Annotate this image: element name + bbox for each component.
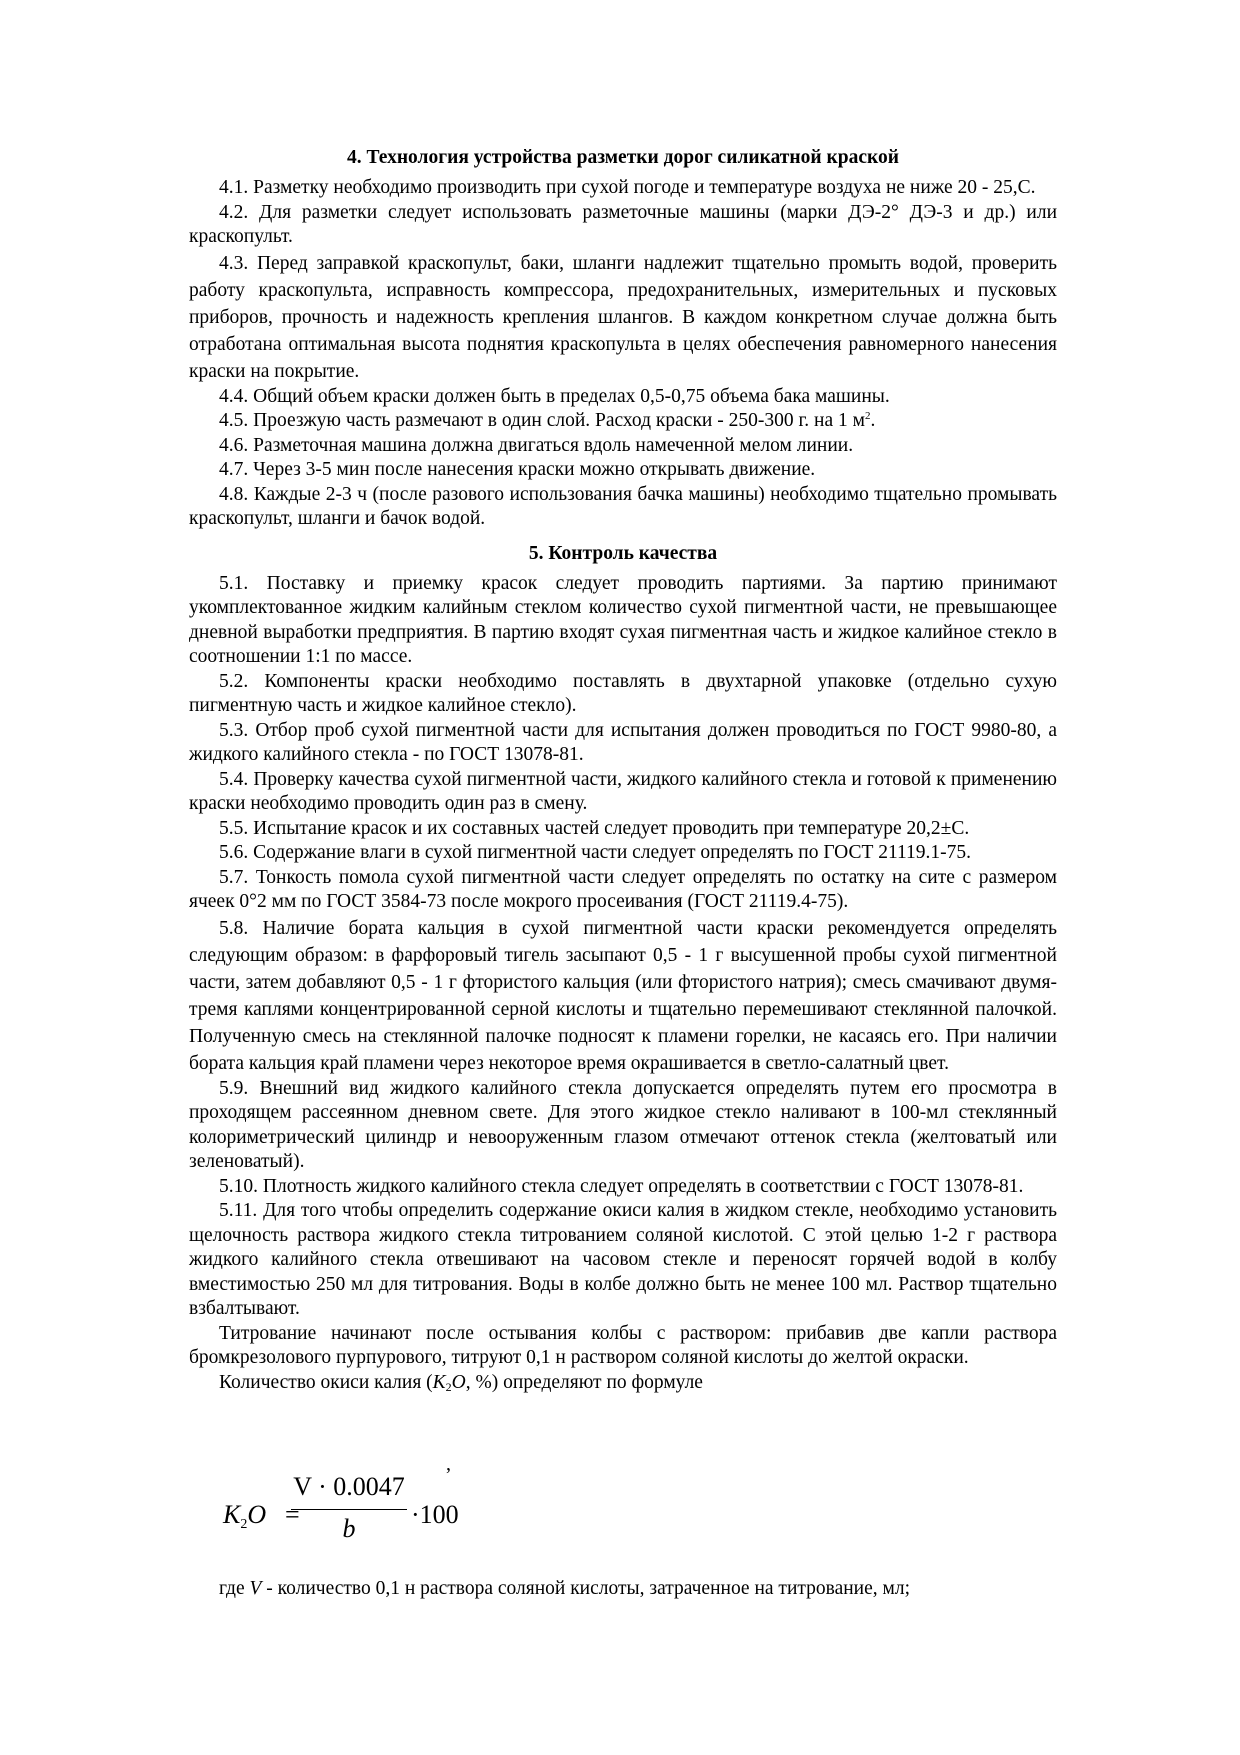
o-symbol: O (451, 1371, 466, 1393)
paragraph-4-6: 4.6. Разметочная машина должна двигаться вдоль намеченной мелом линии. (219, 434, 854, 456)
k2o-formula (219, 1472, 519, 1562)
paragraph-4-2: 4.2. Для разметки следует использовать разметочные машины (марки ДЭ-2° ДЭ-3 и др.) или краскопульт. (189, 201, 1057, 247)
where-text: - количество 0,1 н раствора соляной кислоты, затраченное на титрование, мл; (261, 1578, 911, 1599)
paragraph-5-6: 5.6. Содержание влаги в сухой пигментной части следует определять по ГОСТ 21119.1-75. (219, 842, 972, 863)
paragraph-4-3: 4.3. Перед заправкой краскопульт, баки, шланги надлежит тщательно промыть водой, проверить работу краскопульта, исправность компрессора, предохранительных, измерительных и пусковых приборов, прочность и надежность крепления шлангов. В каждом конкретном случае должна быть отработана оптимальная высота поднятия краскопульта в целях обеспечения равномерного нанесения краски на покрытие. (189, 252, 1057, 382)
formula-o: O (247, 1500, 267, 1529)
section-4-title: 4. Технология устройства разметки дорог силикатной краской (347, 147, 899, 168)
paragraph-4-4: 4.4. Общий объем краски должен быть в пределах 0,5-0,75 объема бака машины. (219, 385, 890, 407)
paragraph-5-4: 5.4. Проверку качества сухой пигментной части, жидкого калийного стекла и готовой к применению краски необходимо проводить один раз в смену. (189, 768, 1057, 814)
formula-intro-rest: , %) определяют по формуле (465, 1371, 703, 1393)
paragraph-4-8: 4.8. Каждые 2-3 ч (после разового использования бачка машины) необходимо тщательно промывать краскопульт, шланги и бачок водой. (189, 483, 1057, 529)
paragraph-5-5: 5.5. Испытание красок и их составных частей следует проводить при температуре 20,2±С. (219, 817, 970, 839)
k-symbol: K (432, 1371, 446, 1393)
paragraph-5-9: 5.9. Внешний вид жидкого калийного стекла допускается определять путем его просмотра в проходящем рассеянном дневном свете. Для этого жидкое стекло наливают в 100-мл стеклянный колориметрический цилиндр и невооруженным глазом отмечают оттенок стекла (желтоватый или зеленоватый). (189, 1077, 1057, 1172)
formula-equals: = (285, 1500, 300, 1529)
formula-intro-text: Количество окиси калия ( (219, 1371, 433, 1393)
section-5-title: 5. Контроль качества (528, 542, 718, 564)
where-var: V (249, 1578, 262, 1599)
paragraph-5-10: 5.10. Плотность жидкого калийного стекла следует определять в соответствии с ГОСТ 13078-81. (219, 1175, 1024, 1197)
paragraph-5-1: 5.1. Поставку и приемку красок следует проводить партиями. За партию принимают укомплектованное жидким калийным стеклом количество сухой пигментной части, не превышающее дневной выработки предприятия. В партию входят сухая пигментная часть и жидкое калийное стекло в соотношении 1:1 по массе. (189, 572, 1057, 667)
paragraph-4-5 (189, 409, 1057, 434)
paragraph-5-2: 5.2. Компоненты краски необходимо поставлять в двухтарной упаковке (отдельно сухую пигментную часть и жидкое калийное стекло). (189, 670, 1057, 716)
where-prefix: где (219, 1578, 250, 1599)
stray-comma: , (446, 1453, 451, 1475)
paragraph-5-8: 5.8. Наличие бората кальция в сухой пигментной части краски рекомендуется определять следующим образом: в фарфоровый тигель засыпают 0,5 - 1 г высушенной пробы сухой пигментной части, затем добавляют 0,5 - 1 г фтористого кальция (или фтористого натрия); смесь смачивают двумя-тремя каплями концентрированной серной кислоты и тщательно перемешивают стеклянной палочкой. Полученную смесь на стеклянной палочке подносят к пламени горелки, не касаясь его. При наличии бората кальция край пламени через некоторое время окрашивается в светло-салатный цвет. (189, 917, 1057, 1074)
document-body (189, 146, 1057, 1395)
formula-numerator: V · 0.0047 (293, 1472, 405, 1501)
paragraph-5-7: 5.7. Тонкость помола сухой пигментной части следует определять по остатку на сите с размером ячеек 0°2 мм по ГОСТ 3584-73 после мокрого просеивания (ГОСТ 21119.4-75). (189, 866, 1057, 912)
paragraph-4-1: 4.1. Разметку необходимо производить при сухой погоде и температуре воздуха не ниже 20 - 25,С. (219, 177, 1036, 198)
formula-lhs (223, 1500, 266, 1530)
subscript-2: 2 (445, 1379, 452, 1394)
paragraph-4-5-end: . (870, 410, 876, 431)
fraction-bar (291, 1509, 407, 1510)
paragraph-5-11: 5.11. Для того чтобы определить содержание окиси калия в жидком стекле, необходимо установить щелочность раствора жидкого стекла титрованием соляной кислотой. С этой целью 1-2 г раствора жидкого калийного стекла отвешивают на часовом стекле и переносят горячей водой в колбу вместимостью 250 мл для титрования. Воды в колбе должно быть не менее 100 мл. Раствор тщательно взбалтывают. (189, 1200, 1057, 1319)
formula-multiplier: ·100 (411, 1500, 459, 1529)
paragraph-5-3: 5.3. Отбор проб сухой пигментной части для испытания должен проводиться по ГОСТ 9980-80, а жидкого калийного стекла - по ГОСТ 13078-81. (189, 719, 1057, 765)
paragraph-4-5-text: 4.5. Проезжую часть размечают в один слой. Расход краски - 250-300 г. на 1 м (219, 410, 865, 431)
paragraph-formula-intro (189, 1371, 1057, 1396)
formula-sub: 2 (240, 1517, 248, 1532)
formula-k: K (223, 1500, 241, 1529)
formula-denominator: b (342, 1514, 356, 1543)
paragraph-titration: Титрование начинают после остывания колбы с раствором: прибавив две капли раствора бромкрезолового пурпурового, титруют 0,1 н раствором соляной кислоты до желтой окраски. (189, 1322, 1057, 1368)
superscript-2: 2 (864, 410, 871, 422)
where-clause (219, 1577, 1057, 1601)
paragraph-4-7: 4.7. Через 3-5 мин после нанесения краски можно открывать движение. (219, 459, 816, 480)
